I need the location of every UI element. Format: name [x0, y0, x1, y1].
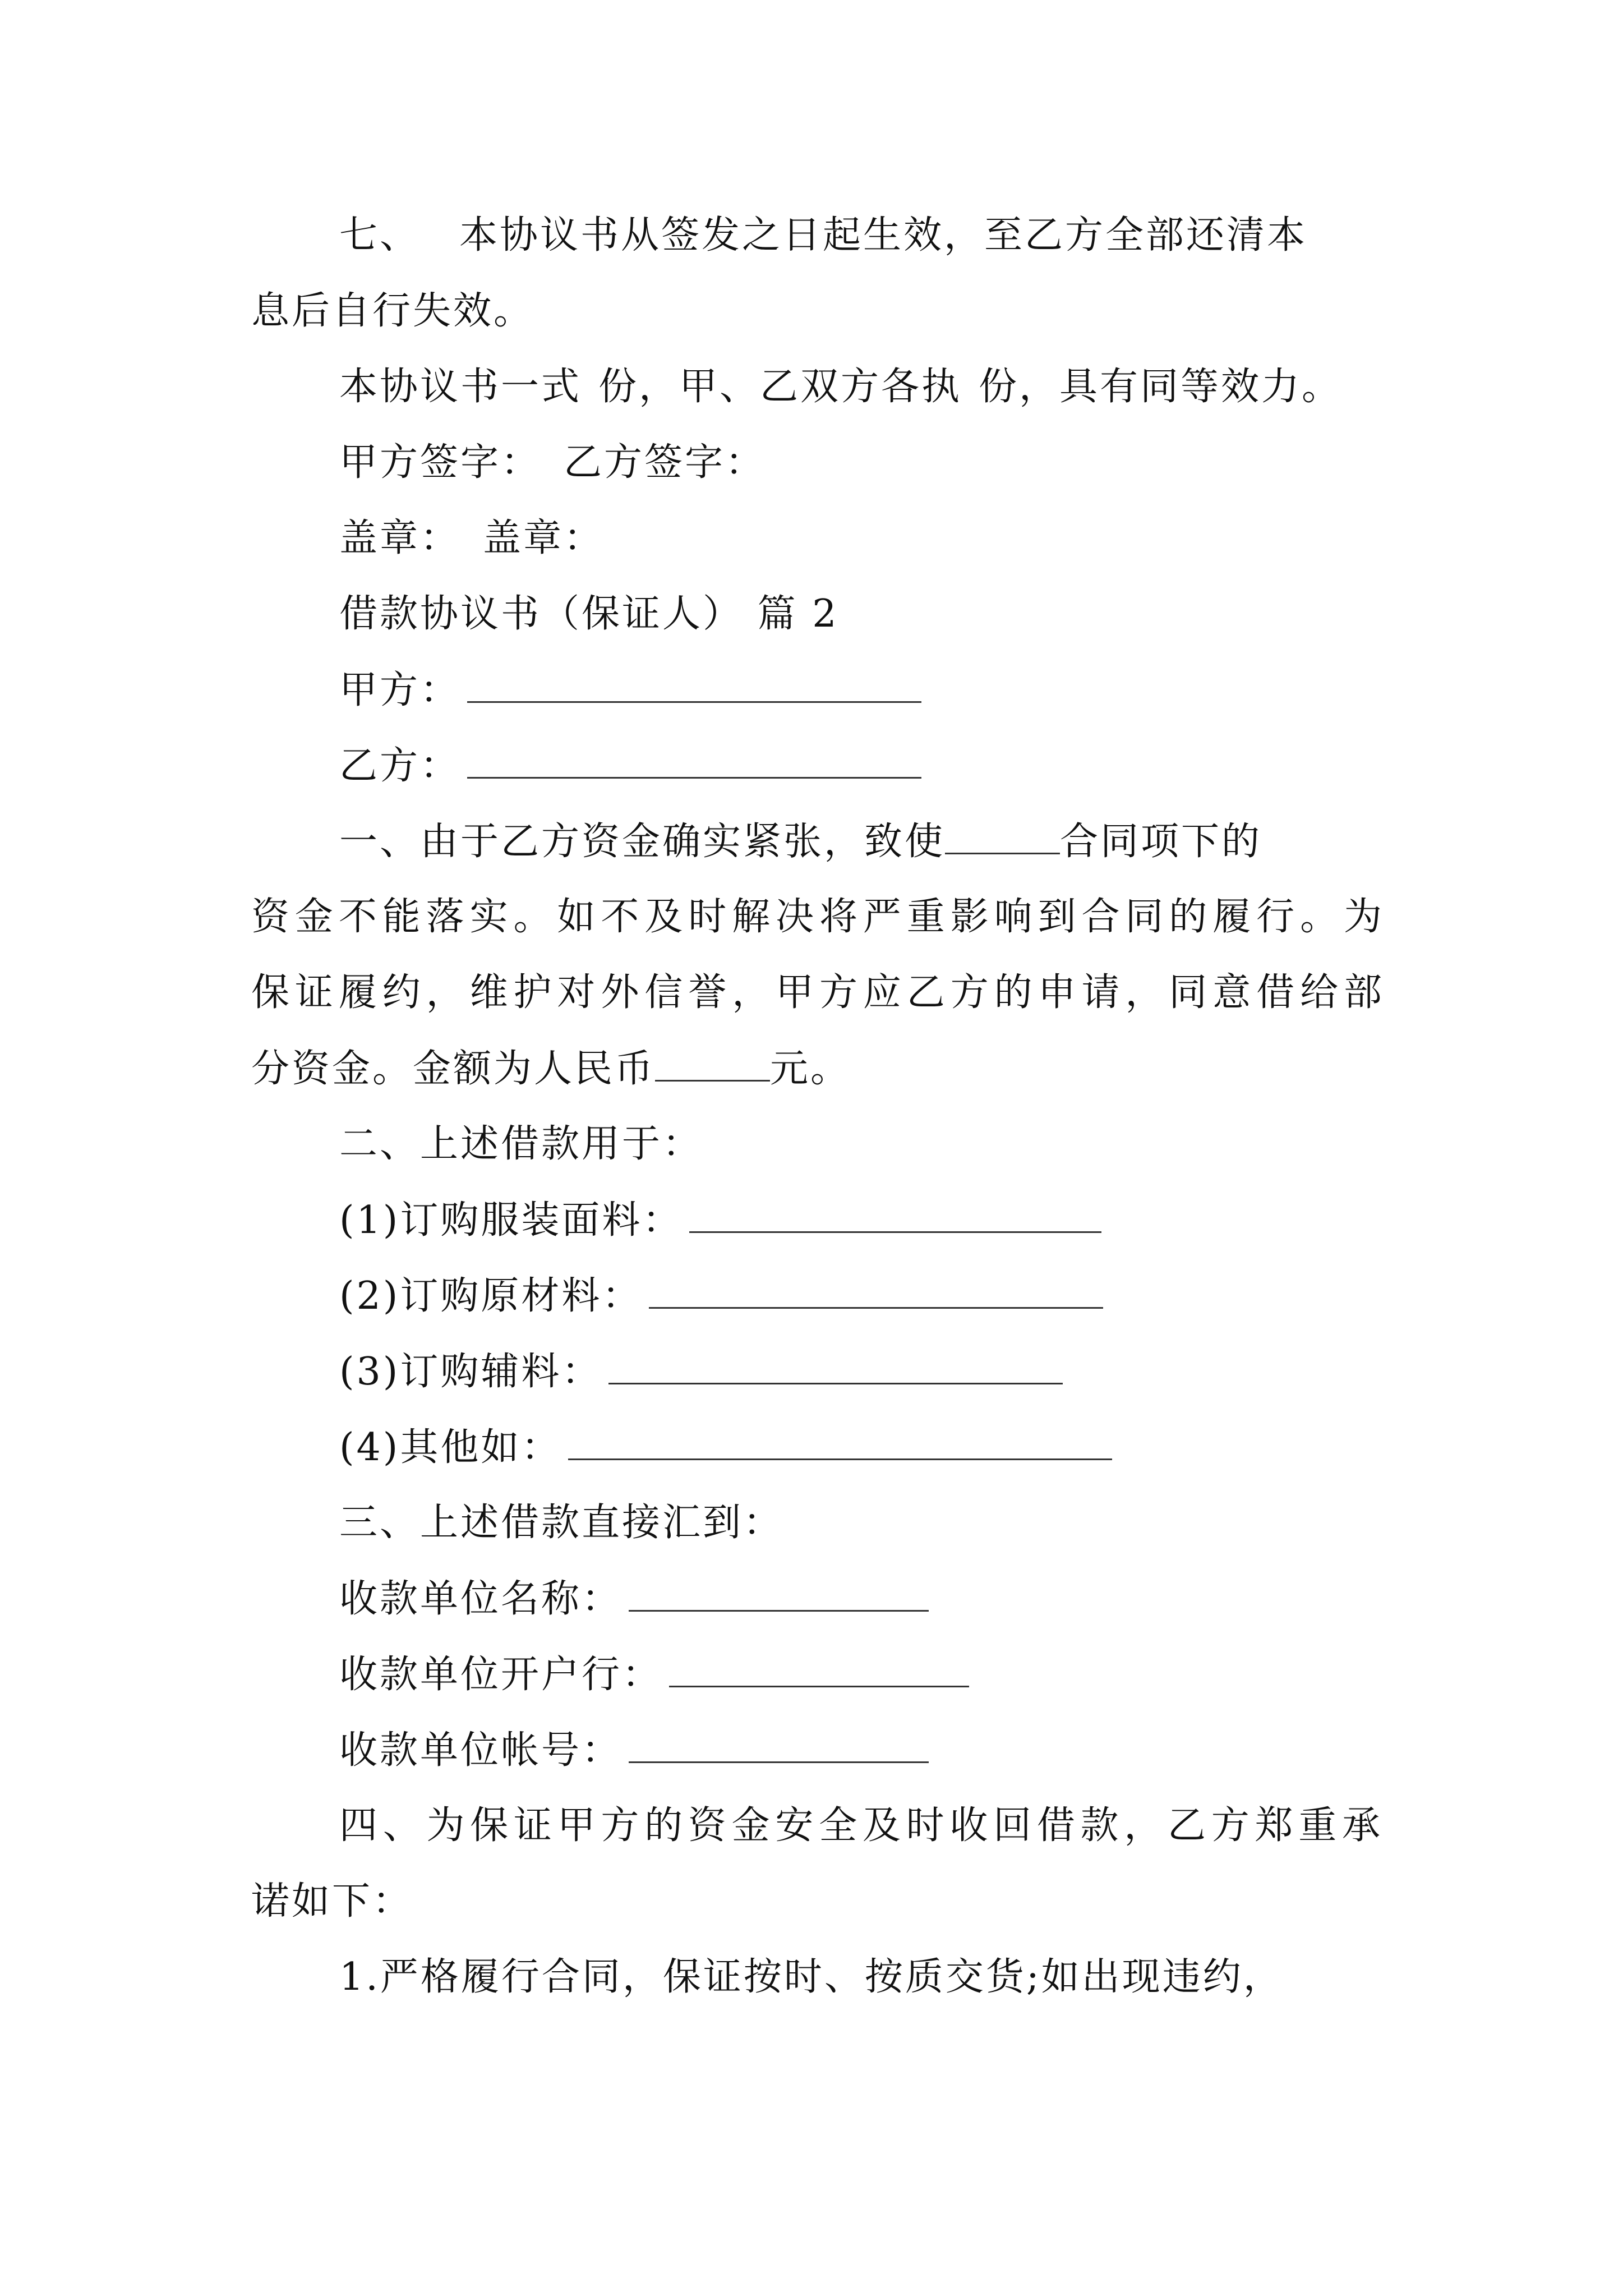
payee-account-blank[interactable] [629, 1722, 929, 1763]
item-4-line-1: 四、为保证甲方的资金安全及时收回借款，乙方郑重承 [339, 1803, 1382, 1848]
party-a-signature-label: 甲方签字： [339, 440, 542, 485]
payee-name-blank[interactable] [629, 1571, 929, 1612]
use-2-line: (2)订购原材料： [339, 1268, 1472, 1324]
clause-7-line-1 [339, 208, 1382, 264]
use-1-blank[interactable] [689, 1192, 1101, 1233]
party-a-seal-label: 盖章： [339, 516, 461, 560]
payee-account-line: 收款单位帐号： [339, 1722, 1472, 1779]
item-3-heading: 三、上述借款直接汇到： [339, 1501, 784, 1545]
loan-amount-blank[interactable] [655, 1041, 770, 1082]
clause-7-text: 本协议书从签发之日起生效，至乙方全部还清本 [459, 213, 1308, 257]
party-b-label: 乙方： [339, 744, 461, 788]
use-2-blank[interactable] [649, 1268, 1103, 1309]
clause-7-line-2: 息后自行失效。 [251, 289, 534, 333]
party-b-signature-label: 乙方签字： [564, 440, 766, 485]
party-b-seal-label: 盖章： [483, 516, 605, 560]
party-a-label: 甲方： [339, 668, 461, 712]
use-3-blank[interactable] [608, 1343, 1063, 1384]
seal-line [339, 510, 1472, 567]
signature-line [339, 435, 1472, 491]
item-1-line-4: 分资金。金额为人民币 元。 [251, 1041, 1384, 1097]
payee-bank-blank[interactable] [669, 1646, 969, 1687]
party-a-line [339, 662, 1472, 719]
use-3-line: (3)订购辅料： [339, 1343, 1472, 1400]
copies-statement: 本协议书一式 份，甲、乙双方各执 份，具有同等效力。 [339, 365, 1343, 409]
item-4-line-2: 诺如下： [251, 1879, 413, 1924]
party-b-blank[interactable] [467, 738, 921, 779]
payee-name-line: 收款单位名称： [339, 1571, 1472, 1627]
payee-bank-line: 收款单位开户行： [339, 1646, 1472, 1703]
party-b-line [339, 738, 1472, 794]
section-title: 借款协议书（保证人） 篇 2 [339, 592, 839, 636]
party-a-blank[interactable] [467, 662, 921, 703]
contract-name-blank[interactable] [945, 813, 1060, 854]
item-2-heading: 二、上述借款用于： [339, 1122, 703, 1166]
use-1-line: (1)订购服装面料： [339, 1192, 1472, 1249]
item-4-point-1: 1.严格履行合同，保证按时、按质交货;如出现违约， [339, 1955, 1284, 1999]
use-4-blank[interactable] [568, 1419, 1112, 1460]
item-1-line-2: 资金不能落实。如不及时解决将严重影响到合同的履行。为 [251, 895, 1384, 939]
clause-7-number: 七、 [339, 213, 421, 257]
item-1-line-1: 一、由于乙方资金确实紧张，致使 合同项下的 [339, 813, 1382, 870]
use-4-line: (4)其他如： [339, 1419, 1472, 1476]
item-1-line-3: 保证履约，维护对外信誉，甲方应乙方的申请，同意借给部 [251, 970, 1384, 1015]
